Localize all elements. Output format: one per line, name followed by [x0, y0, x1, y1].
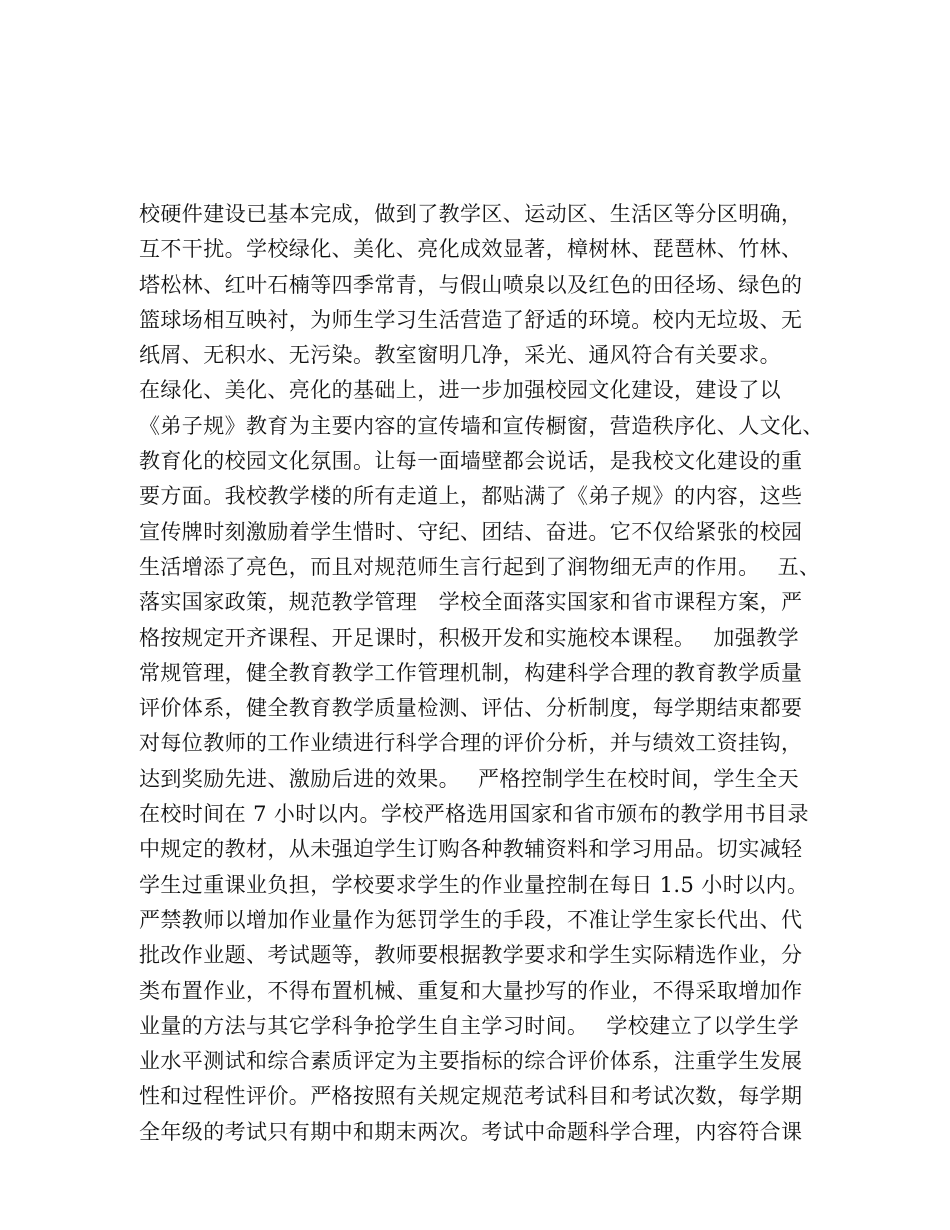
- text-line: 要方面。我校教学楼的所有走道上，都贴满了《弟子规》的内容，这些: [139, 484, 803, 509]
- text-line: 格按规定开齐课程、开足课时，积极开发和实施校本课程。 加强教学: [139, 625, 799, 650]
- text-line: 中规定的教材，从未强迫学生订购各种教辅资料和学习用品。切实减轻: [139, 837, 803, 862]
- text-line: 纸屑、无积水、无污染。教室窗明几净，采光、通风符合有关要求。: [139, 343, 781, 368]
- text-line: 严禁教师以增加作业量作为惩罚学生的手段，不准让学生家长代出、代: [139, 907, 803, 932]
- text-line: 常规管理，健全教育教学工作管理机制，构建科学合理的教育教学质量: [139, 660, 803, 685]
- text-line: 对每位教师的工作业绩进行科学合理的评价分析，并与绩效工资挂钩，: [139, 731, 803, 756]
- text-line: 落实国家政策，规范教学管理 学校全面落实国家和省市课程方案，严: [139, 590, 803, 615]
- text-line: 生活增添了亮色，而且对规范师生言行起到了润物细无声的作用。 五、: [139, 554, 821, 579]
- text-line: 全年级的考试只有期中和期末两次。考试中命题科学合理，内容符合课: [139, 1119, 803, 1144]
- text-line: 《弟子规》教育为主要内容的宣传墙和宣传橱窗，营造秩序化、人文化、: [139, 413, 824, 438]
- text-line: 评价体系，健全教育教学质量检测、评估、分析制度，每学期结束都要: [139, 696, 803, 721]
- text-line: 在绿化、美化、亮化的基础上，进一步加强校园文化建设，建设了以: [139, 378, 781, 403]
- text-line: 在校时间在 7 小时以内。学校严格选用国家和省市颁布的教学用书目录: [139, 802, 809, 827]
- text-line: 塔松林、红叶石楠等四季常青，与假山喷泉以及红色的田径场、绿色的: [139, 272, 803, 297]
- text-line: 类布置作业，不得布置机械、重复和大量抄写的作业，不得采取增加作: [139, 978, 803, 1003]
- text-line: 性和过程性评价。严格按照有关规定规范考试科目和考试次数，每学期: [139, 1084, 803, 1109]
- text-line: 业量的方法与其它学科争抢学生自主学习时间。 学校建立了以学生学: [139, 1013, 799, 1038]
- text-line: 篮球场相互映衬，为师生学习生活营造了舒适的环境。校内无垃圾、无: [139, 307, 803, 332]
- text-line: 教育化的校园文化氛围。让每一面墙壁都会说话，是我校文化建设的重: [139, 449, 803, 474]
- text-line: 达到奖励先进、激励后进的效果。 严格控制学生在校时间，学生全天: [139, 766, 799, 791]
- text-line: 校硬件建设已基本完成，做到了教学区、运动区、生活区等分区明确，: [139, 202, 803, 226]
- text-line: 宣传牌时刻激励着学生惜时、守纪、团结、奋进。它不仅给紧张的校园: [139, 519, 803, 544]
- text-line: 互不干扰。学校绿化、美化、亮化成效显著，樟树林、琵琶林、竹林、: [139, 237, 803, 262]
- text-line: 批改作业题、考试题等，教师要根据教学要求和学生实际精选作业，分: [139, 943, 803, 968]
- body-text: [139, 197, 839, 1150]
- text-line: 业水平测试和综合素质评定为主要指标的综合评价体系，注重学生发展: [139, 1049, 803, 1074]
- text-line: 学生过重课业负担，学校要求学生的作业量控制在每日 1.5 小时以内。: [139, 872, 809, 897]
